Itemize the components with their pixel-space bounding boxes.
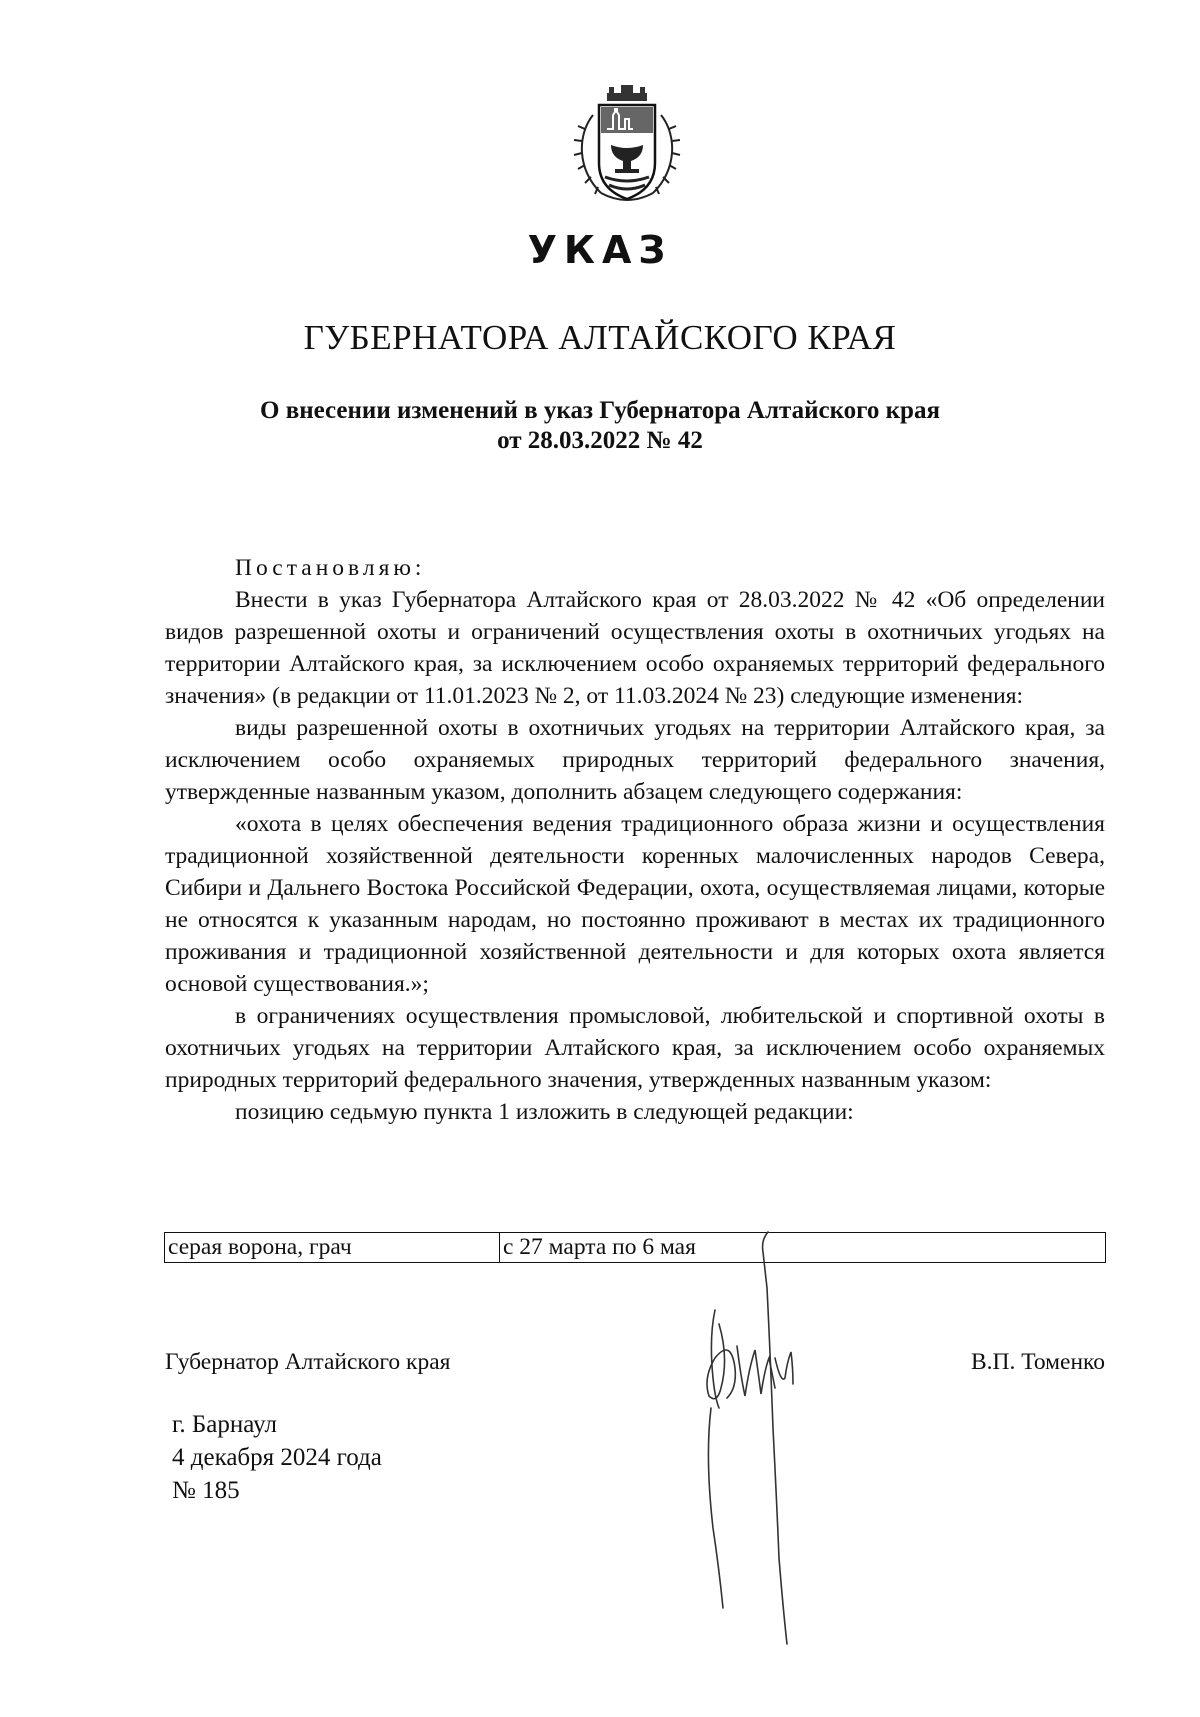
table-cell-period: с 27 марта по 6 мая <box>503 1234 696 1260</box>
paragraph-1: Внести в указ Губернатора Алтайского края от 28.03.2022 № 42 «Об определении видов разрешенной охоты и ограничений осуществления охоты в охотничьих угодьях на территории Алтайского края, за исключением особо охраняемых территорий федерального значения» (в редакции от 11.01.2023 № 2, от 11.03.2024 № 23) следующие изменения: <box>165 587 1105 709</box>
issue-number: № 185 <box>172 1477 240 1504</box>
document-title: УКАЗ <box>527 228 673 272</box>
signatory-position: Губернатор Алтайского края <box>165 1349 451 1375</box>
coat-of-arms-icon <box>571 85 683 209</box>
issue-city: г. Барнаул <box>172 1411 277 1438</box>
document-body <box>165 552 1105 1128</box>
signatory-name: В.П. Томенко <box>970 1349 1105 1375</box>
heading-line-1: О внесении изменений в указ Губернатора Алтайского края <box>260 397 940 424</box>
issue-date: 4 декабря 2024 года <box>172 1444 382 1471</box>
handwritten-signature <box>675 1228 835 1648</box>
paragraph-4: в ограничениях осуществления промысловой, любительской и спортивной охоты в охотничьих угодьях на территории Алтайского края, за исключением особо охраняемых природных территорий федерального значения, утвержденных названным указом: <box>165 1003 1105 1093</box>
heading-line-2: от 28.03.2022 № 42 <box>497 427 703 454</box>
issue-details <box>172 1408 382 1507</box>
paragraph-5: позицию седьмую пункта 1 изложить в следующей редакции: <box>235 1099 854 1125</box>
table-cell-species: серая ворона, грач <box>165 1233 500 1262</box>
document-issuer: ГУБЕРНАТОРА АЛТАЙСКОГО КРАЯ <box>303 318 897 357</box>
document-heading <box>0 396 1200 456</box>
paragraph-2: виды разрешенной охоты в охотничьих угодьях на территории Алтайского края, за исключением особо охраняемых природных территорий федерального значения, утвержденные названным указом, дополнить абзацем следующего содержания: <box>165 715 1105 805</box>
decree-word: Постановляю: <box>235 555 426 581</box>
amendment-table <box>164 1232 1106 1263</box>
paragraph-3: «охота в целях обеспечения ведения традиционного образа жизни и осуществления традиционной хозяйственной деятельности коренных малочисленных народов Севера, Сибири и Дальнего Востока Российской Федерации, охота, осуществляемая лицами, которые не относятся к указанным народам, но постоянно проживают в местах их традиционного проживания и традиционной хозяйственной деятельности и для которых охота является основой существования.»; <box>165 811 1105 997</box>
